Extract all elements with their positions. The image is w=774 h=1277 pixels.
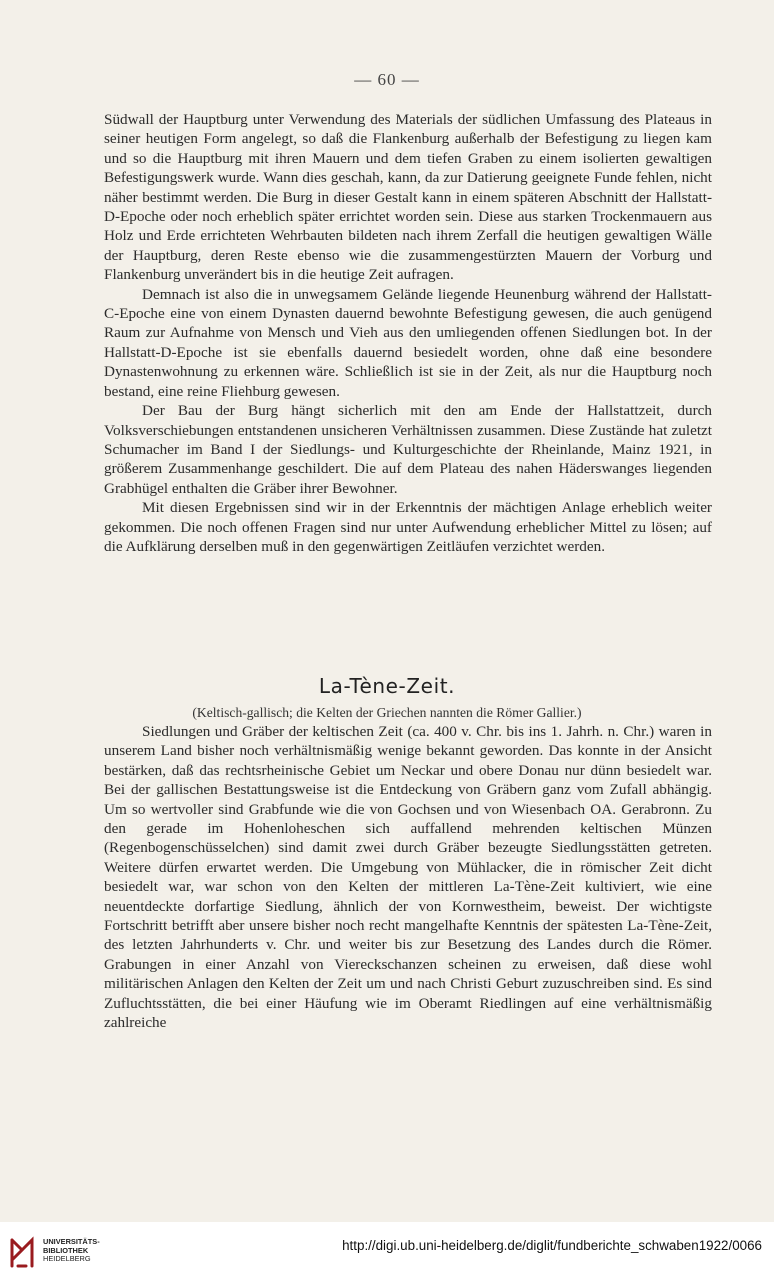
body-text-top <box>104 110 712 556</box>
source-url-link[interactable]: http://digi.ub.uni-heidelberg.de/diglit/fundberichte_schwaben1922/0066 <box>342 1238 762 1253</box>
section-subtitle: (Keltisch-gallisch; die Kelten der Griechen nannten die Römer Gallier.) <box>192 705 582 720</box>
paragraph: Mit diesen Ergebnissen sind wir in der Erkenntnis der mächtigen Anlage erheblich weiter gekommen. Die noch offenen Fragen sind nur unter Aufwendung erheblicher Mittel zu lösen; auf die Aufklärung derselben muß in den gegenwärtigen Zeitläufen verzichtet werden. <box>104 499 712 555</box>
paragraph: Siedlungen und Gräber der keltischen Zeit (ca. 400 v. Chr. bis ins 1. Jahrh. n. Chr.) waren in unserem Land bisher noch verhältnismäßig wenige bekannt geworden. Das konnte in der Ansicht bestärken, daß das rechtsrheinische Gebiet um Neckar und obere Donau nur dünn besiedelt war. Bei der gallischen Bestattungsweise ist die Entdeckung von Gräbern ganz vom Zufall abhängig. Um so wertvoller sind Grabfunde wie die von Gochsen und von Wiesenbach OA. Gerabronn. Zu den gerade im Hohenloheschen sich auffallend mehrenden keltischen Münzen (Regenbogenschüsselchen) sind damit zwei durch Gräber bezeugte Siedlungsstätten getreten. Weitere dürfen erwartet werden. Die Umgebung von Mühlacker, die in römischer Zeit dicht besiedelt war, war schon von den Kelten der mittleren La-Tène-Zeit kultiviert, wie eine neuentdeckte dorfartige Siedlung, ähnlich der von Kornwestheim, beweist. Der wichtigste Fortschritt betrifft aber unsere bisher noch recht mangelhafte Kenntnis der spätesten La-Tène-Zeit, des letzten Jahrhunderts v. Chr. und weiter bis zur Besetzung des Landes durch die Römer. Grabungen in einer Anzahl von Viereckschanzen scheinen zu erweisen, daß diese wohl militärischen Anlagen den Kelten der Zeit um und nach Christi Geburt zuzuschreiben sind. Es sind Zufluchtsstätten, die bei einer Häufung wie im Oberamt Riedlingen auf eine verhältnismäßig zahlreiche <box>104 723 712 1032</box>
section-title: La-Tène-Zeit. <box>318 674 456 698</box>
library-name-line: BIBLIOTHEK <box>43 1245 89 1255</box>
footer-bar <box>0 1222 774 1277</box>
heidelberg-library-logo-icon[interactable] <box>8 1236 38 1270</box>
body-text-bottom <box>104 722 712 1033</box>
page-number: — 60 — <box>354 70 420 89</box>
paragraph: Demnach ist also die in unwegsamem Gelände liegende Heunenburg während der Hallstatt-C-Epoche eine von einem Dynasten dauernd bewohnte Befestigung gewesen, die auch genügend Raum zur Aufnahme von Mensch und Vieh aus den umliegenden offenen Siedlungen bot. In der Hallstatt-D-Epoche ist sie ebenfalls dauernd besiedelt worden, ohne daß eine besondere Dynastenwohnung zu erkennen wäre. Schließlich ist sie in der Zeit, als nur die Hauptburg noch bestand, eine reine Fliehburg gewesen. <box>104 285 712 400</box>
library-name <box>43 1238 100 1264</box>
library-name-line: HEIDELBERG <box>43 1254 91 1264</box>
paragraph: Südwall der Hauptburg unter Verwendung des Materials der südlichen Umfassung des Plateaus in seiner heutigen Form angelegt, so daß die Flankenburg außerhalb der Befestigung zu liegen kam und so die Hauptburg mit ihren Mauern und dem tiefen Graben zu einem isolierten gewaltigen Befestigungswerk wurde. Wann dies geschah, kann, da zur Datierung geeignete Funde fehlen, nicht näher bestimmt werden. Die Burg in dieser Gestalt kann in einem späteren Abschnitt der Hallstatt-D-Epoche oder noch erheblich später errichtet worden sein. Diese aus starken Trockenmauern aus Holz und Erde errichteten Wehrbauten bildeten nach ihrem Zerfall die heutigen gewaltigen Wälle der Hauptburg, deren Reste ebenso wie die zusammengestürzten Mauern der Vorburg und Flankenburg unverändert bis in die heutige Zeit aufragen. <box>104 111 712 284</box>
library-name-line: UNIVERSITÄTS- <box>43 1237 100 1246</box>
paragraph: Der Bau der Burg hängt sicherlich mit den am Ende der Hallstattzeit, durch Volksverschiebungen entstandenen unsicheren Verhältnissen zusammen. Diese Zustände hat zuletzt Schumacher im Band I der Siedlungs- und Kulturgeschichte der Rheinlande, Mainz 1921, in größerem Zusammenhange geschildert. Die auf dem Plateau des nahen Häderswanges liegenden Grabhügel enthalten die Gräber ihrer Bewohner. <box>104 402 712 497</box>
